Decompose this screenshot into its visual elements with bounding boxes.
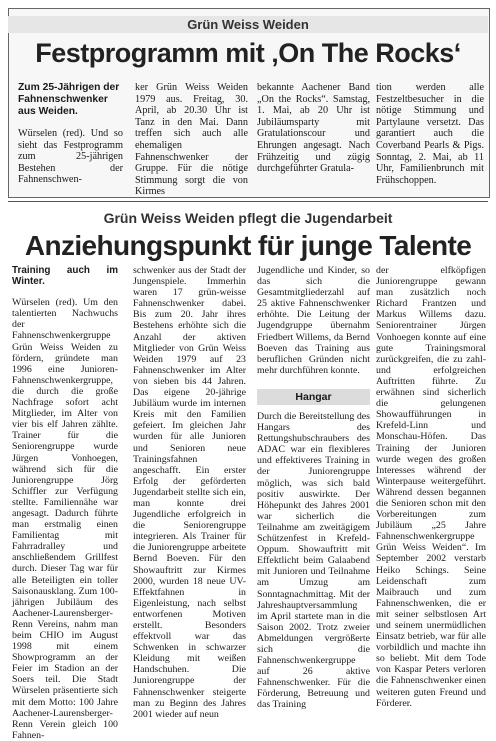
kicker-gruen-weiss-weiden: Grün Weiss Weiden	[8, 16, 488, 33]
article2-col3a: Jugendliche und Kinder, so das sich die Gesamtmitgliederzahl auf 25 aktive Fahnenschwenker erhöhte. Die Leitung der Jugendgruppe übernahm Friedbert Willems, da Bernd Boeven das Training aus beruflichen Gründen nicht mehr durchführen konnte.	[257, 265, 370, 376]
headline-festprogramm: Festprogramm mit ‚On The Rocks‘	[35, 38, 461, 68]
article2-col1-text: Würselen (red). Um den talentierten Nachwuchs der Fahnenschwenkergruppe Grün Weiss Weiden zu fördern, gründete man 1996 eine Junioren-Fahnenschwenkergruppe, die durch die große Nachfrage sofort acht Mitglieder, im Alter von vier bis elf Jahren zählte. Trainer für die Seniorengruppe wurde Jürgen Vonhoegen, während sich für die Juniorengruppe Jörg Schiffler zur Verfügung stellte. Familiennähe war angesagt. Dadurch führte man erstmalig einen Familientag mit Fahrradralley und anschließendem Grillfest durch. Dieser Tag war für alle Beteiligten ein toller Saisonausklang. Zum 100-jährigen Jubiläum des Aachener-Laurensberger-Renn Vereins, nahm man beim CHIO im August 1998 mit einem Showprogramm an der Feier im Stadion an der Soers teil. Die Stadt Würselen präsentierte sich mit dem Motto: 100 Jahre Aachener-Laurensberger-Renn Verein gleich 100 Fahnen-	[12, 297, 118, 741]
article2-subhead: Training auch im Winter.	[12, 265, 118, 288]
article1-col1-text: Würselen (red). Und so sieht das Festprogramm zum 25-jährigen Bestehen der Fahnenschwen-	[18, 128, 123, 186]
article1-col4: tion werden alle Festzeltbesucher in die nötige Stimmung und Partylaune versetzt. Das garantiert auch die Coverband Pearls & Pigs. Sonntag, 2. Mai, ab 11 Uhr, Familienbrunch mit Frühschoppen.	[376, 82, 484, 186]
divider	[8, 201, 488, 202]
article2-col3b: Durch die Bereitstellung des Hangars des Rettungshubschraubers des ADAC war ein flexibleres und effektiveres Training in der Juniorengruppe möglich, was sich bald positiv auswirkte. Der Höhepunkt des Jahres 2001 war sicherlich die Teilnahme am zweitägigem Schützenfest in Krefeld-Oppum. Showauftritt mit Effektlicht beim Galaabend mit Junioren und Teilnahme am Umzug am Sonntagnachmittag. Mit der Jahreshauptversammlung im April startete man in die Saison 2002. Trotz zweier Abmeldungen vergrößerte sich die Fahnenschwenkergruppe auf 26 aktive Fahnenschwenker. Für die Förderung, Betreuung und das Training	[257, 411, 370, 711]
article2-col4: der elfköpfigen Juniorengruppe gewann man zusätzlich noch Richard Frantzen und Markus Willems dazu. Seniorentrainer Jürgen Vonhoegen konnte auf eine gute Trainingsmoral zurückgreifen, die zu zahl- und erfolgreichen Auftritten führte. Zu erwähnen sind sicherlich die gelungenen Showaufführungen in Krefeld-Linn und Monschau-Höfen. Das Training der Junioren wurde wegen des großen Interesses während der Winterpause weitergeführt. Während dessen begannen die Senioren schon mit den Vorbereitungen zum Jubiläum „25 Jahre Fahnenschwenkergruppe Grün Weiss Weiden“. Im September 2002 verstarb Heiko Schings. Seine Leidenschaft zum Maibrauch und zum Fahnenschwenken, die er mit seiner selbstlosen Art und seinem unermüdlichen Einsatz betrieb, war für alle vorbildlich und machte ihn so beliebt. Mit dem Tode von Kaspar Peters verloren die Fahnenschwenker einen weiteren guten Freund und Förderer.	[376, 265, 486, 709]
article2-col2: schwenker aus der Stadt der Jungenspiele. Immerhin waren 17 grün-weisse Fahnenschwenker dabei. Bis zum 20. Jahr ihres Bestehens erhöhte sich die Anzahl der aktiven Mitglieder von Grün Weiss Weiden 1979 auf 23 Fahnenschwenker im Alter von sieben bis 44 Jahren. Das eigene 20-jährige Jubiläum wurde im internen Kreis mit den Familien gefeiert. Im gleichen Jahr wurden für alle Junioren und Senioren neue Trainingsfahnen angeschafft. Ein erster Erfolg der geförderten Jugendarbeit stellte sich ein, man konnte drei Jugendliche erfolgreich in die Seniorengruppe integrieren. Als Trainer für die Juniorengruppe arbeitete Bernd Boeven. Für den Showauftritt zur Kirmes 2000, wurden 18 neue UV-Effektfahnen in Eigenleistung, nach selbst entworfenen Motiven erstellt. Besonders effektvoll war das Schwenken in schwarzer Kleidung mit weißen Handschuhen. Die Juniorengruppe der Fahnenschwenker steigerte man zu Beginn des Jahres 2001 wieder auf neun	[133, 265, 246, 720]
headline-anziehungspunkt: Anziehungspunkt für junge Talente	[24, 230, 472, 261]
article1-col3: bekannte Aachener Band „On the Rocks“. Samstag, 1. Mai, ab 20 Uhr ist Jubiläumsparty mit Gratulationscour und Ehrungen angesagt. Nach Frühzeitig und zügig durchgeführter Gratula-	[257, 82, 370, 175]
hangar-heading: Hangar	[257, 389, 370, 405]
article1-col1	[18, 82, 123, 186]
article1-lead: Zum 25-Jährigen der Fahnenschwenker aus Weiden.	[18, 82, 120, 117]
kicker-jugendarbeit: Grün Weiss Weiden pflegt die Jugendarbeit	[103, 210, 393, 226]
article2-col1	[12, 265, 118, 741]
article1-col2: ker Grün Weiss Weiden 1979 aus. Freitag, 30. April, ab 20.30 Uhr ist Tanz in den Mai. Dann treffen sich auch alle ehemaligen Fahnenschwenker der Gruppe. Für die nötige Stimmung sorgt die von Kirmes	[135, 82, 248, 198]
